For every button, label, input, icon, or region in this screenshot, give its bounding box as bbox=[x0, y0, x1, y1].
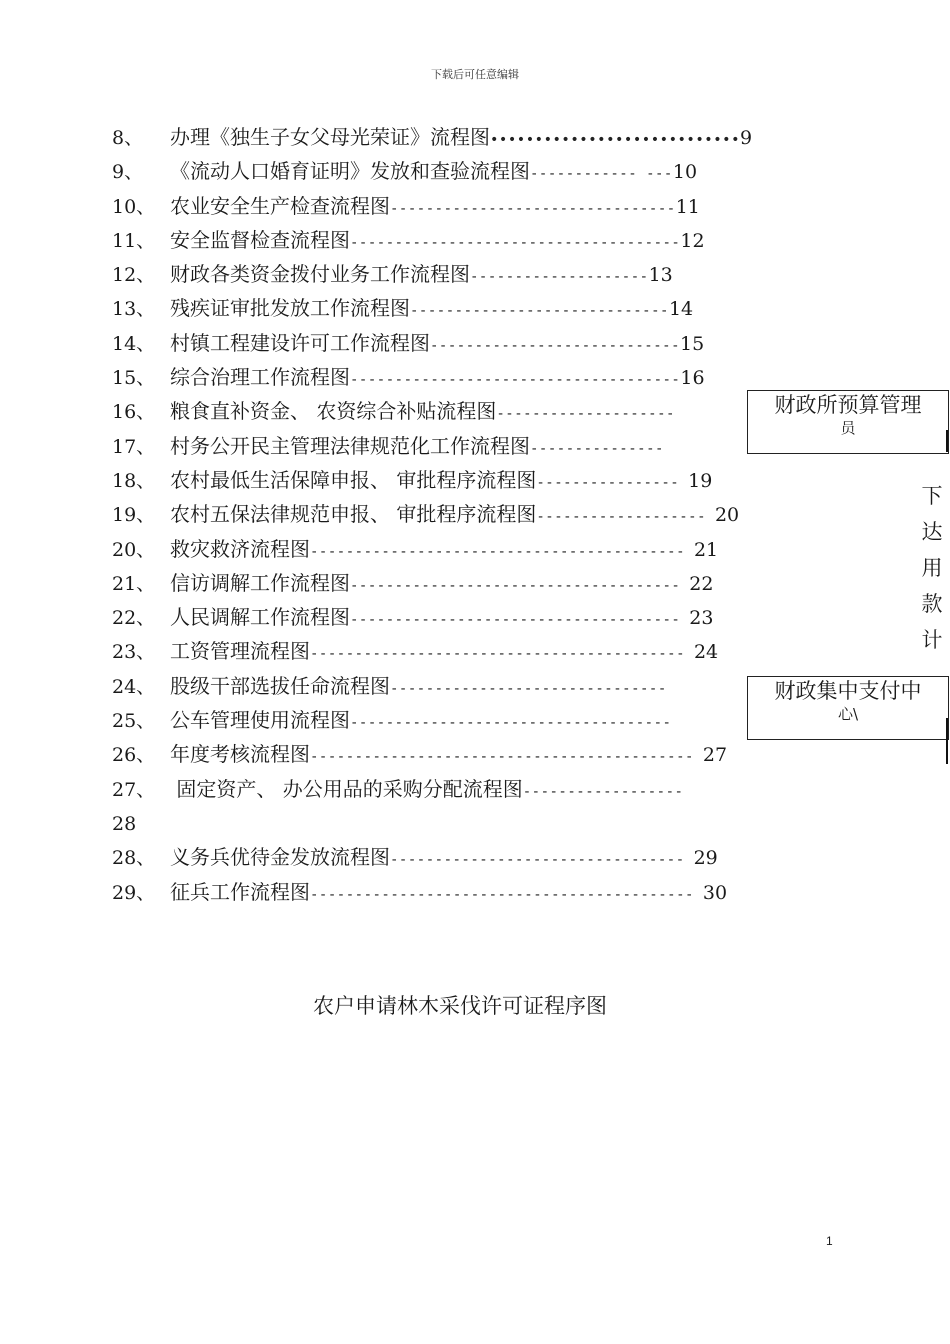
toc-leader: -------------------------------- bbox=[390, 200, 676, 217]
toc-number: 8、 bbox=[112, 127, 144, 149]
toc-row bbox=[112, 293, 792, 327]
toc-title: 综合治理工作流程图 bbox=[170, 365, 350, 390]
toc-leader: ----------------------------- bbox=[410, 303, 669, 320]
toc-number: 20、 bbox=[112, 538, 156, 561]
toc-row bbox=[112, 499, 792, 533]
toc-title: 义务兵优待金发放流程图 bbox=[170, 845, 390, 870]
toc-leader: ------------------------------- bbox=[390, 680, 667, 697]
toc-row bbox=[112, 396, 792, 430]
toc-title: 残疾证审批发放工作流程图 bbox=[170, 296, 410, 321]
toc-number: 25、 bbox=[112, 710, 156, 733]
toc-page: 10 bbox=[672, 161, 698, 184]
toc-row bbox=[112, 259, 792, 293]
toc-title: 安全监督检查流程图 bbox=[170, 227, 350, 252]
toc-leader: ------------------- bbox=[536, 509, 715, 526]
toc-title: 征兵工作流程图 bbox=[170, 879, 310, 904]
toc-row bbox=[112, 739, 792, 773]
toc-leader: ------------------------------------------ bbox=[310, 646, 694, 663]
toc-page: 19 bbox=[688, 469, 713, 492]
box1-line1: 财政所预算管理 bbox=[774, 393, 922, 417]
toc-row bbox=[112, 431, 792, 465]
toc-title: 信访调解工作流程图 bbox=[170, 570, 350, 595]
toc-number: 26、 bbox=[112, 744, 156, 767]
toc-number: 18、 bbox=[112, 469, 156, 492]
toc-number: 21、 bbox=[112, 572, 156, 595]
toc-number: 19、 bbox=[112, 504, 156, 527]
toc-row bbox=[112, 225, 792, 259]
toc-leader: ------------------ bbox=[522, 783, 684, 800]
toc-row bbox=[112, 156, 792, 190]
toc-number: 22、 bbox=[112, 607, 156, 630]
toc-title: 《流动人口婚育证明》发放和查验流程图 bbox=[170, 159, 530, 184]
toc-row bbox=[112, 671, 792, 705]
vertical-char: 下 bbox=[921, 484, 943, 508]
toc-page: 9 bbox=[740, 127, 753, 149]
toc-title: 救灾救济流程图 bbox=[170, 536, 310, 561]
toc-number: 15、 bbox=[112, 367, 156, 390]
toc-row bbox=[112, 191, 792, 225]
toc-row bbox=[112, 465, 792, 499]
toc-page: 27 bbox=[702, 744, 728, 767]
toc-number: 28 bbox=[112, 812, 137, 835]
toc-leader: ------------------------------------- bbox=[350, 372, 681, 389]
toc-page: 23 bbox=[689, 607, 714, 630]
toc-page: 11 bbox=[675, 195, 700, 218]
connector-line-lower bbox=[946, 718, 948, 764]
table-of-contents bbox=[112, 122, 792, 911]
toc-leader: ------------------------------------ bbox=[350, 715, 672, 732]
toc-leader: ---------------- bbox=[536, 474, 689, 491]
toc-number: 11、 bbox=[112, 229, 156, 252]
page-header: 下载后可任意编辑 bbox=[431, 68, 519, 81]
toc-leader: ------------------------------------- bbox=[350, 612, 690, 629]
vertical-char: 用 bbox=[921, 556, 943, 580]
toc-number: 28、 bbox=[112, 847, 156, 870]
finance-central-payment-box bbox=[747, 676, 949, 740]
toc-page: 15 bbox=[680, 332, 705, 355]
toc-row bbox=[112, 362, 792, 396]
section-title: 农户申请林木采伐许可证程序图 bbox=[313, 994, 607, 1018]
box2-line1: 财政集中支付中 bbox=[774, 679, 922, 703]
toc-number: 13、 bbox=[112, 298, 156, 321]
vertical-char: 达 bbox=[921, 520, 943, 544]
toc-page: 13 bbox=[648, 264, 673, 287]
toc-title: 年度考核流程图 bbox=[170, 742, 310, 767]
toc-row bbox=[112, 328, 792, 362]
toc-number: 23、 bbox=[112, 641, 156, 664]
toc-page: 16 bbox=[680, 367, 705, 390]
toc-leader: --------------------------------- bbox=[390, 852, 694, 869]
toc-leader: -------------------- bbox=[496, 406, 675, 423]
toc-leader: ------------------------------------------- bbox=[310, 749, 703, 766]
box2-line2: 心\ bbox=[837, 705, 859, 723]
toc-number: 10、 bbox=[112, 195, 156, 218]
toc-title: 固定资产、 办公用品的采购分配流程图 bbox=[170, 776, 523, 801]
toc-number: 16、 bbox=[112, 401, 156, 424]
toc-title: 农村五保法律规范申报、 审批程序流程图 bbox=[170, 502, 537, 527]
toc-title: 工资管理流程图 bbox=[170, 639, 310, 664]
toc-row bbox=[112, 568, 792, 602]
toc-leader: ------------ --- bbox=[530, 166, 673, 183]
toc-number: 27、 bbox=[112, 778, 156, 801]
toc-number: 24、 bbox=[112, 675, 156, 698]
vertical-char: 计 bbox=[921, 628, 943, 652]
toc-page: 29 bbox=[693, 847, 718, 870]
toc-title: 人民调解工作流程图 bbox=[170, 605, 350, 630]
toc-row bbox=[112, 122, 792, 156]
box1-line2: 员 bbox=[840, 419, 856, 437]
finance-budget-manager-box bbox=[747, 390, 949, 454]
toc-title: 股级干部选拔任命流程图 bbox=[170, 673, 390, 698]
toc-number: 17、 bbox=[112, 435, 156, 458]
toc-row bbox=[112, 808, 792, 842]
toc-number: 12、 bbox=[112, 264, 156, 287]
toc-title: 农业安全生产检查流程图 bbox=[170, 193, 390, 218]
toc-leader: ------------------------------------- bbox=[350, 577, 690, 594]
toc-row bbox=[112, 534, 792, 568]
toc-title: 粮食直补资金、 农资综合补贴流程图 bbox=[170, 399, 497, 424]
toc-number: 14、 bbox=[112, 332, 156, 355]
toc-number: 29、 bbox=[112, 881, 156, 904]
toc-row bbox=[112, 602, 792, 636]
toc-title: 农村最低生活保障申报、 审批程序流程图 bbox=[170, 467, 537, 492]
toc-leader: •••••••••••••••••••••••••••• bbox=[490, 132, 741, 148]
toc-leader: ------------------------------------------- bbox=[310, 886, 703, 903]
toc-row bbox=[112, 774, 792, 808]
toc-page: 20 bbox=[714, 504, 740, 527]
toc-page: 14 bbox=[668, 298, 694, 321]
toc-leader: -------------------- bbox=[470, 269, 649, 286]
toc-title: 财政各类资金拨付业务工作流程图 bbox=[170, 262, 470, 287]
toc-leader: ------------------------------------- bbox=[350, 234, 681, 251]
toc-title: 办理《独生子女父母光荣证》流程图 bbox=[170, 125, 490, 149]
toc-page: 21 bbox=[693, 538, 719, 561]
toc-leader: --------------- bbox=[530, 440, 664, 457]
page-number: 1 bbox=[826, 1234, 833, 1248]
toc-page: 24 bbox=[693, 641, 719, 664]
connector-line-upper bbox=[946, 430, 948, 452]
vertical-label bbox=[918, 478, 946, 658]
toc-page: 22 bbox=[689, 572, 714, 595]
toc-number: 9、 bbox=[112, 161, 144, 184]
toc-leader: ------------------------------------------ bbox=[310, 543, 694, 560]
toc-title: 公车管理使用流程图 bbox=[170, 708, 350, 733]
toc-page: 12 bbox=[680, 229, 705, 252]
toc-row bbox=[112, 842, 792, 876]
toc-page: 30 bbox=[702, 881, 728, 904]
toc-row bbox=[112, 705, 792, 739]
toc-title: 村镇工程建设许可工作流程图 bbox=[170, 330, 430, 355]
toc-row bbox=[112, 877, 792, 911]
vertical-char: 款 bbox=[921, 592, 943, 616]
toc-leader: ---------------------------- bbox=[430, 337, 681, 354]
toc-title: 村务公开民主管理法律规范化工作流程图 bbox=[170, 433, 530, 458]
toc-row bbox=[112, 636, 792, 670]
